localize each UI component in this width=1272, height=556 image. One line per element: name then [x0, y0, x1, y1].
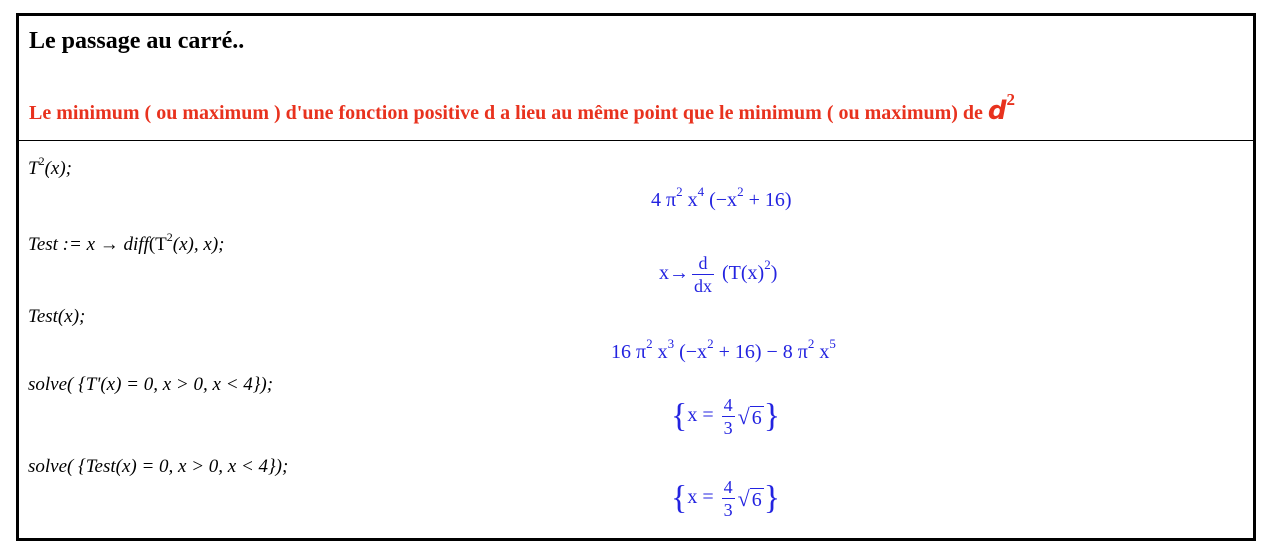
section-title: Le passage au carré.. [29, 28, 245, 54]
output-line-2: x→ $\frac{d}{dx}$ $(T(x)^2)$ [659, 253, 778, 296]
output-line-5: {x = $\frac{4}{3}$ √ 6} [671, 477, 781, 520]
sqrt-6: √ 6 [737, 485, 762, 511]
section-subtitle [29, 90, 1015, 126]
text-section [19, 16, 1253, 141]
fraction-4-3: $\frac{4}{3}$ [723, 477, 733, 520]
subtitle-math-exp: 2 [1006, 90, 1016, 109]
input-line-1[interactable]: $T^2(x)$; [28, 154, 72, 179]
input-line-3[interactable]: Test(x); [28, 306, 86, 327]
sqrt-6: √ 6 [737, 403, 762, 429]
input-line-5[interactable]: solve( {Test(x) = 0, x > 0, x < 4}); [28, 456, 289, 477]
fraction-4-3: $\frac{4}{3}$ [723, 395, 733, 438]
output-line-1: 4 $\pi^2$ $x^4$ $(-x^2 + 16)$ [651, 184, 792, 211]
input-line-4[interactable]: solve( {T'(x) = 0, x > 0, x < 4}); [28, 374, 274, 395]
output-line-4: {x = $\frac{4}{3}$ √ 6} [671, 395, 781, 438]
derivative-fraction: $\frac{d}{dx}$ [694, 253, 712, 296]
subtitle-text: Le minimum ( ou maximum ) d'une fonction positive d a lieu au même point que le minimum ( ou maximum) de [29, 102, 988, 124]
input-line-2[interactable]: Test := $x \to diff(T^2(x)$, x); [28, 230, 225, 255]
output-line-3: 16 $\pi^2$ $x^3$ $(-x^2 + 16) - 8$ $\pi^2$ $x^5$ [611, 336, 836, 363]
subtitle-math-d: d [987, 96, 1007, 126]
worksheet [16, 13, 1256, 541]
